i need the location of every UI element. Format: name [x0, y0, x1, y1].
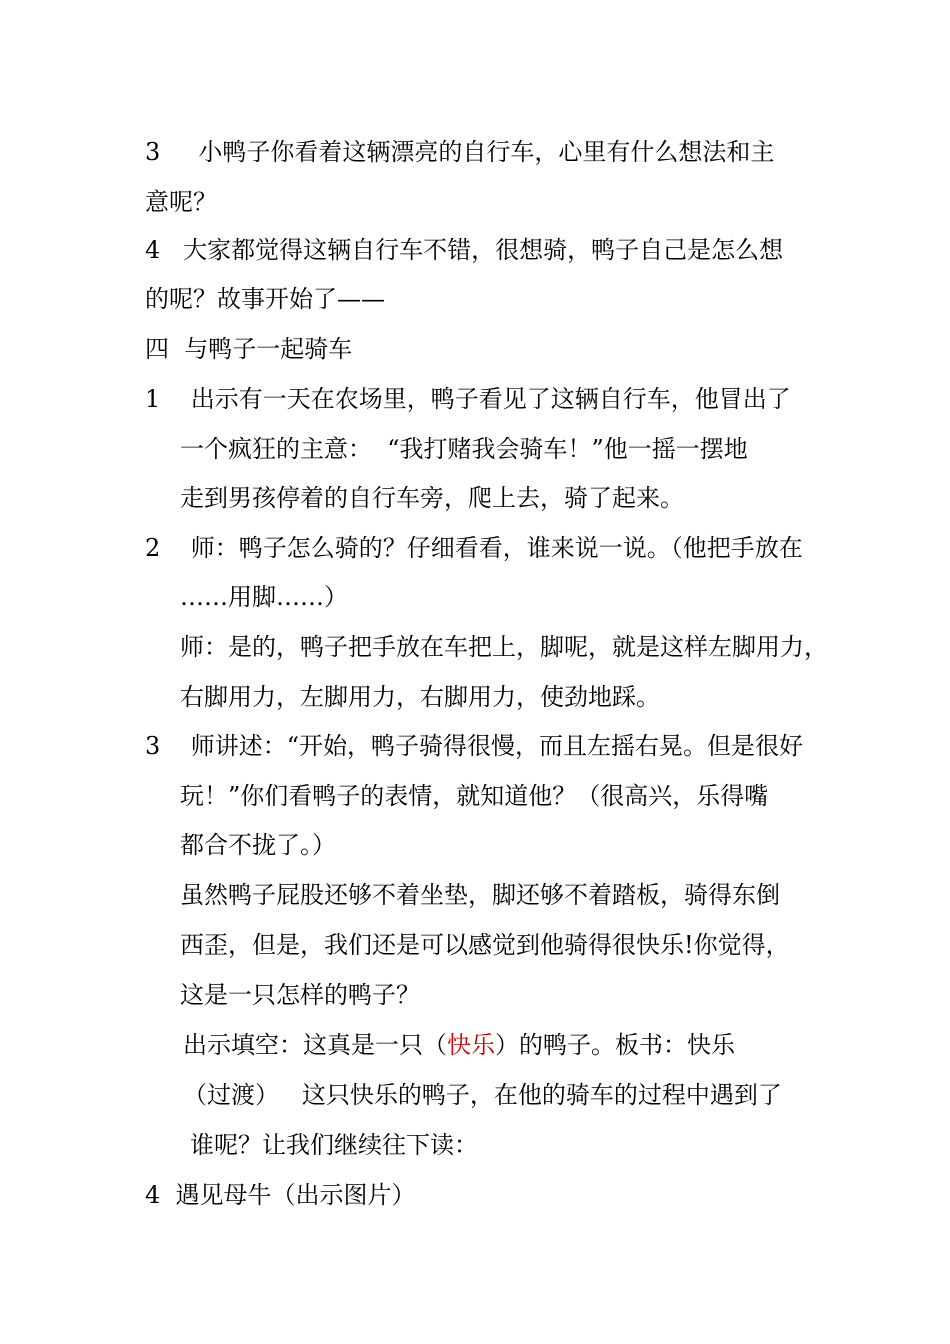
- fill-blank-answer: 快乐: [447, 1031, 495, 1059]
- text-line: 玩！”你们看鸭子的表情，就知道他？（很高兴，乐得嘴: [180, 782, 769, 810]
- text-line: 虽然鸭子屁股还够不着坐垫，脚还够不着踏板，骑得东倒: [180, 881, 780, 909]
- text-line: （过渡） 这只快乐的鸭子，在他的骑车的过程中遇到了: [183, 1081, 782, 1109]
- text-line: 的呢？故事开始了——: [145, 285, 385, 313]
- fill-blank-prefix: 出示填空：这真是一只（: [183, 1031, 447, 1059]
- text-line: 3 师讲述：“开始，鸭子骑得很慢，而且左摇右晃。但是很好: [145, 732, 804, 760]
- fill-blank-line: [183, 1030, 735, 1060]
- text-line: 西歪，但是，我们还是可以感觉到他骑得很快乐!你觉得，: [180, 931, 790, 959]
- text-line: 4 大家都觉得这辆自行车不错，很想骑，鸭子自己是怎么想: [145, 236, 784, 264]
- fill-blank-suffix: ）的鸭子。板书：快乐: [495, 1031, 735, 1059]
- text-line: 2 师：鸭子怎么骑的？仔细看看，谁来说一说。（他把手放在: [145, 534, 803, 562]
- text-line: 这是一只怎样的鸭子？: [180, 981, 420, 1009]
- text-line: 4 遇见母牛（出示图片）: [145, 1181, 416, 1209]
- text-line: 1 出示有一天在农场里，鸭子看见了这辆自行车，他冒出了: [145, 385, 791, 413]
- text-line: 谁呢？让我们继续往下读：: [190, 1131, 478, 1159]
- text-line: 3 小鸭子你看着这辆漂亮的自行车，心里有什么想法和主: [145, 138, 775, 166]
- text-line: 走到男孩停着的自行车旁，爬上去，骑了起来。: [180, 484, 684, 512]
- text-line: 右脚用力，左脚用力，右脚用力，使劲地踩。: [180, 683, 660, 711]
- section-heading: 四 与鸭子一起骑车: [145, 335, 353, 363]
- text-line: ……用脚……）: [180, 583, 348, 611]
- text-line: 都合不拢了。）: [180, 831, 336, 859]
- text-line: 师：是的，鸭子把手放在车把上，脚呢，就是这样左脚用力，: [180, 633, 828, 661]
- text-line: 意呢？: [145, 188, 217, 216]
- text-line: 一个疯狂的主意： “我打赌我会骑车！”他一摇一摆地: [180, 435, 748, 463]
